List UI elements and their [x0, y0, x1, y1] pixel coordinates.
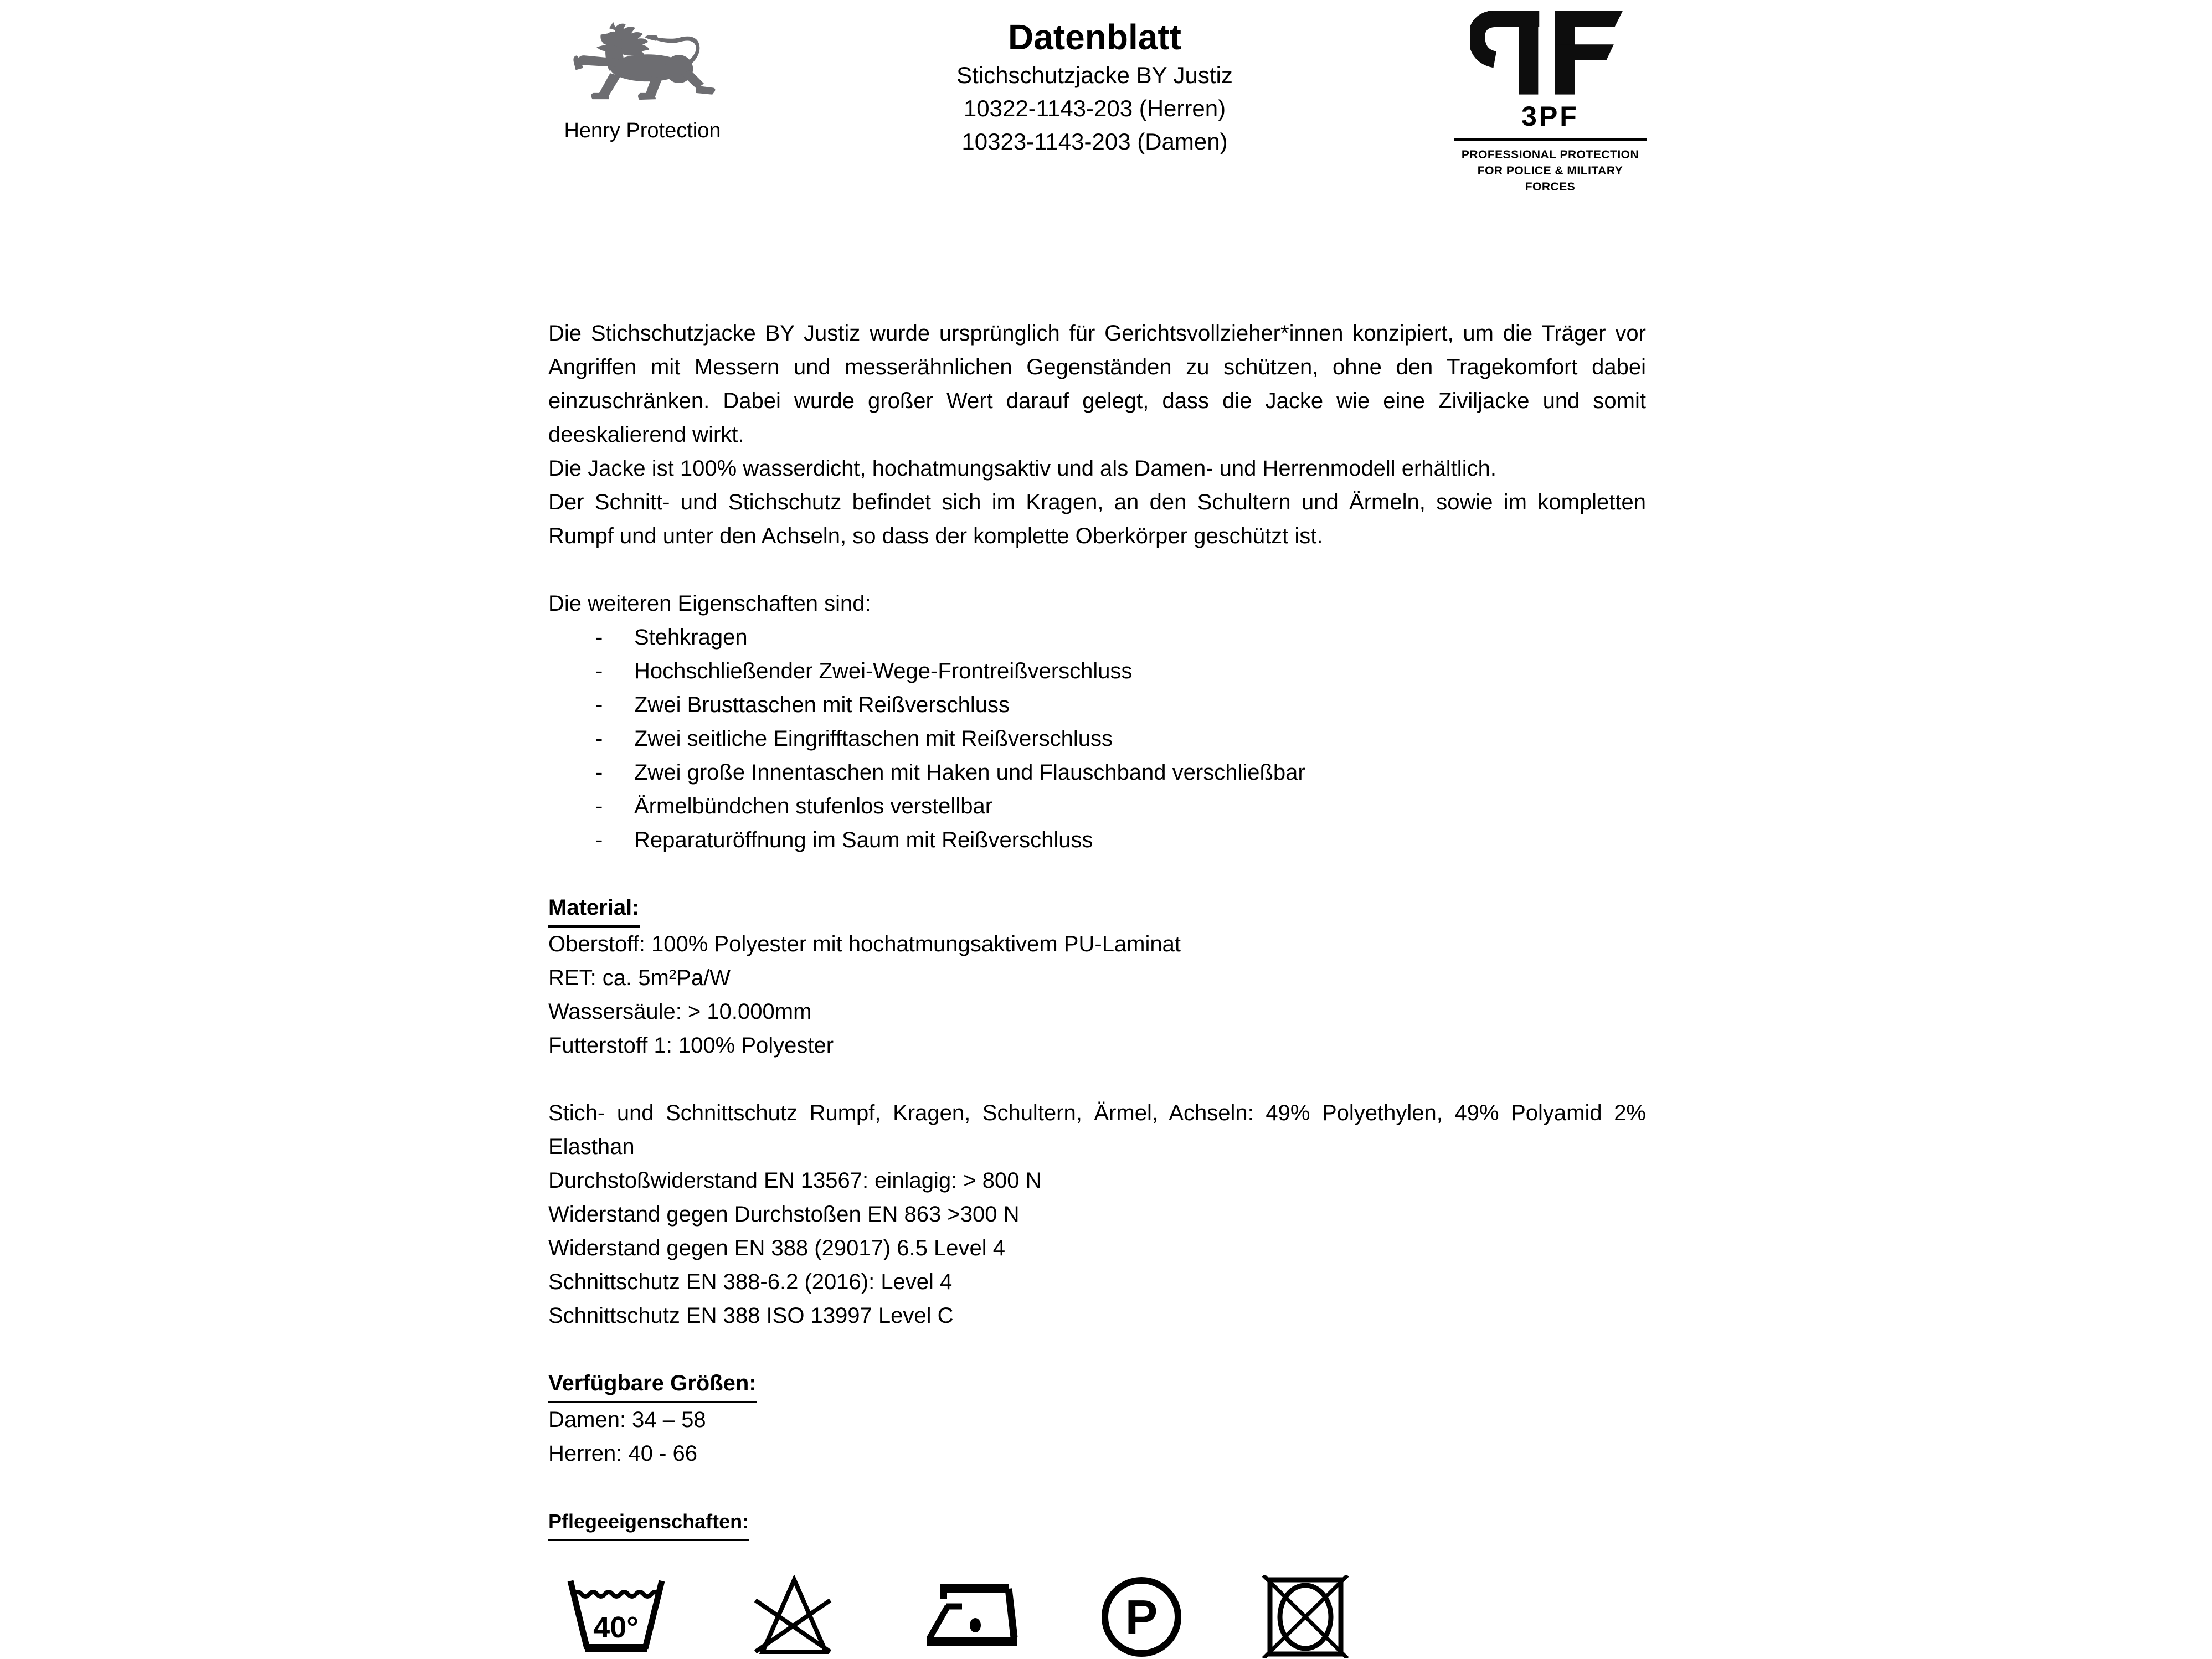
partner-logo-block: [1453, 11, 1648, 195]
sizes-herren: Herren: 40 - 66: [548, 1441, 698, 1466]
care-heading: Pflegeeigenschaften:: [548, 1505, 1646, 1541]
features-heading: Die weiteren Eigenschaften sind:: [548, 591, 871, 616]
header: [548, 11, 1648, 199]
do-not-bleach-icon: [742, 1575, 847, 1658]
protection-line: Schnittschutz EN 388 ISO 13997 Level C: [548, 1304, 954, 1328]
list-item: - Hochschließender Zwei-Wege-Frontreißverschluss: [595, 659, 1133, 683]
material-line: Futterstoff 1: 100% Polyester: [548, 1033, 834, 1058]
spacer: [548, 857, 1646, 891]
partner-divider: [1454, 138, 1647, 141]
material-line: RET: ca. 5m²Pa/W: [548, 966, 731, 990]
list-item: - Ärmelbündchen stufenlos verstellbar: [595, 794, 993, 818]
brand-name: Henry Protection: [564, 119, 721, 142]
material-heading: Material:: [548, 891, 1646, 928]
body-column: [548, 317, 1646, 1658]
intro-paragraph-2: Die Jacke ist 100% wasserdicht, hochatmungsaktiv und als Damen- und Herrenmodell erhältlich.: [548, 456, 1496, 481]
intro-paragraph-3: Der Schnitt- und Stichschutz befindet sich im Kragen, an den Schultern und Ärmeln, sowie im kompletten Rumpf und unter den Achseln, so dass der komplette Oberkörper geschützt ist.: [548, 490, 1646, 548]
protection-line: Widerstand gegen EN 388 (29017) 6.5 Level 4: [548, 1236, 1005, 1260]
list-item: - Stehkragen: [595, 625, 748, 650]
do-not-tumble-dry-icon: [1254, 1575, 1357, 1658]
iron-one-dot-icon: [915, 1575, 1029, 1658]
sizes-damen: Damen: 34 – 58: [548, 1408, 706, 1432]
care-symbols-row: [559, 1575, 1357, 1658]
svg-text:P: P: [1125, 1590, 1158, 1645]
article-number-women: 10323-1143-203 (Damen): [961, 128, 1228, 154]
lion-passant-icon: [568, 21, 717, 110]
spacer: [548, 1471, 1646, 1505]
protection-line: Schnittschutz EN 388-6.2 (2016): Level 4: [548, 1270, 953, 1294]
list-item: - Reparaturöffnung im Saum mit Reißverschluss: [595, 828, 1093, 852]
partner-tagline-line2: FOR POLICE & MILITARY FORCES: [1477, 164, 1623, 193]
intro-paragraph-1: Die Stichschutzjacke BY Justiz wurde ursprünglich für Gerichtsvollzieher*innen konzipiert, um die Träger vor Angriffen mit Messern und messerähnlichen Gegenständen zu schützen, ohne den Tragekomfort dabei einzuschränken. Dabei wurde großer Wert darauf gelegt, dass die Jacke wie eine Ziviljacke und somit deeskalierend wirkt.: [548, 321, 1646, 447]
brand-block: [548, 11, 737, 143]
sizes-heading: Verfügbare Größen:: [548, 1367, 1646, 1403]
title-block: [737, 11, 1453, 158]
svg-text:40°: 40°: [593, 1611, 639, 1644]
product-name: Stichschutzjacke BY Justiz: [956, 62, 1233, 88]
partner-tagline-line1: PROFESSIONAL PROTECTION: [1461, 148, 1639, 161]
professional-clean-p-icon: [1097, 1575, 1186, 1658]
list-item: - Zwei seitliche Eingrifftaschen mit Reißverschluss: [595, 727, 1113, 751]
partner-wordmark: 3PF: [1521, 101, 1579, 132]
material-line: Wassersäule: > 10.000mm: [548, 999, 812, 1024]
protection-paragraph: Stich- und Schnittschutz Rumpf, Kragen, Schultern, Ärmel, Achseln: 49% Polyethylen, 49% Polyamid 2% Elasthan: [548, 1101, 1646, 1159]
pf-monogram-icon: [1470, 11, 1630, 100]
protection-line: Widerstand gegen Durchstoßen EN 863 >300 N: [548, 1202, 1020, 1227]
protection-line: Durchstoßwiderstand EN 13567: einlagig: > 800 N: [548, 1168, 1042, 1193]
page-title: Datenblatt: [1008, 17, 1181, 57]
list-item: - Zwei Brusttaschen mit Reißverschluss: [595, 693, 1010, 717]
material-line: Oberstoff: 100% Polyester mit hochatmungsaktivem PU-Laminat: [548, 932, 1181, 956]
wash-40-icon: [559, 1575, 673, 1658]
spacer: [548, 553, 1646, 587]
spacer: [548, 1333, 1646, 1367]
list-item: - Zwei große Innentaschen mit Haken und Flauschband verschließbar: [595, 760, 1305, 785]
spacer: [548, 1063, 1646, 1096]
article-number-men: 10322-1143-203 (Herren): [963, 95, 1226, 121]
